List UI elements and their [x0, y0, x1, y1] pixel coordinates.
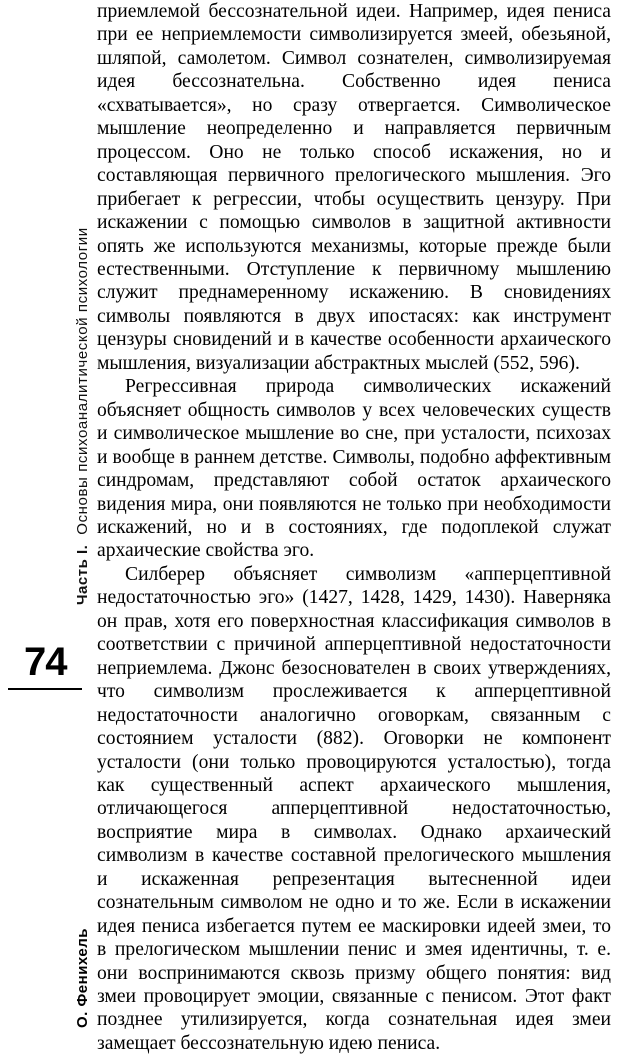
part-label: Часть I.	[74, 544, 91, 605]
paragraph-silberer: Силберер объясняет символизм «апперцептивной недостаточностью эго» (1427, 1428, 1429, 1430). Наверняка он прав, хотя его поверхностная классификация символов в соответствии с причиной апперцептивной недостаточности неприемлема. Джонс безоснователен в своих утверждениях, что символизм прослеживается к апперцептивной недостаточности аналогично оговоркам, связанным с состоянием усталости (882). Оговорки не компонент усталости (они только провоцируются усталостью), тогда как существенный аспект архаического мышления, отличающегося апперцептивной недостаточностью, восприятие мира в символах. Однако архаический символизм в качестве составной прелогического мышления и искаженная репрезентация вытесненной идеи сознательным символом не одно и то же. Если в искажении идея пениса избегается путем ее маскировки идеей змеи, то в прелогическом мышлении пенис и змея идентичны, т. е. они воспринимаются сквозь призму общего понятия: вид змеи провоцирует эмоции, связанные с пенисом. Этот факт позднее утилизируется, когда сознательная идея змеи замещает бессознательную идею пениса.	[97, 563, 611, 1054]
running-header	[74, 185, 91, 605]
body-text	[97, 0, 611, 1055]
paragraph-regression: Регрессивная природа символических искажений объясняет общность символов у всех человеческих существ и символическое мышление во сне, при усталости, психозах и вообще в раннем детстве. Символы, подобно аффективным синдромам, представляют собой остаток архаического видения мира, они появляются не только при необходимости искажений, но и в состояниях, где подоплекой служат архаические свойства эго.	[97, 376, 611, 562]
page-margin	[0, 0, 91, 1028]
page-number-rule	[8, 688, 82, 690]
author-name: О. Фенихель	[74, 928, 91, 1028]
page-number: 74	[24, 640, 67, 684]
paragraph-continuation: приемлемой бессознательной идеи. Например, идея пениса при ее неприемлемости символизируется змеей, обезьяной, шляпой, самолетом. Символ сознателен, символизируемая идея бессознательна. Собственно идея пениса «схватывается», но сразу отвергается. Символическое мышление неопределенно и направляется первичным процессом. Оно не только способ искажения, но и составляющая первичного прелогического мышления. Эго прибегает к регрессии, чтобы осуществить цензуру. При искажении с помощью символов в защитной активности опять же используются механизмы, которые прежде были естественными. Отступление к первичному мышлению служит преднамеренному искажению. В сновидениях символы появляются в двух ипостасях: как инструмент цензуры сновидений и в качестве особенности архаического мышления, визуализации абстрактных мыслей (552, 596).	[97, 1, 611, 374]
running-title: Основы психоаналитической психологии	[74, 227, 91, 535]
